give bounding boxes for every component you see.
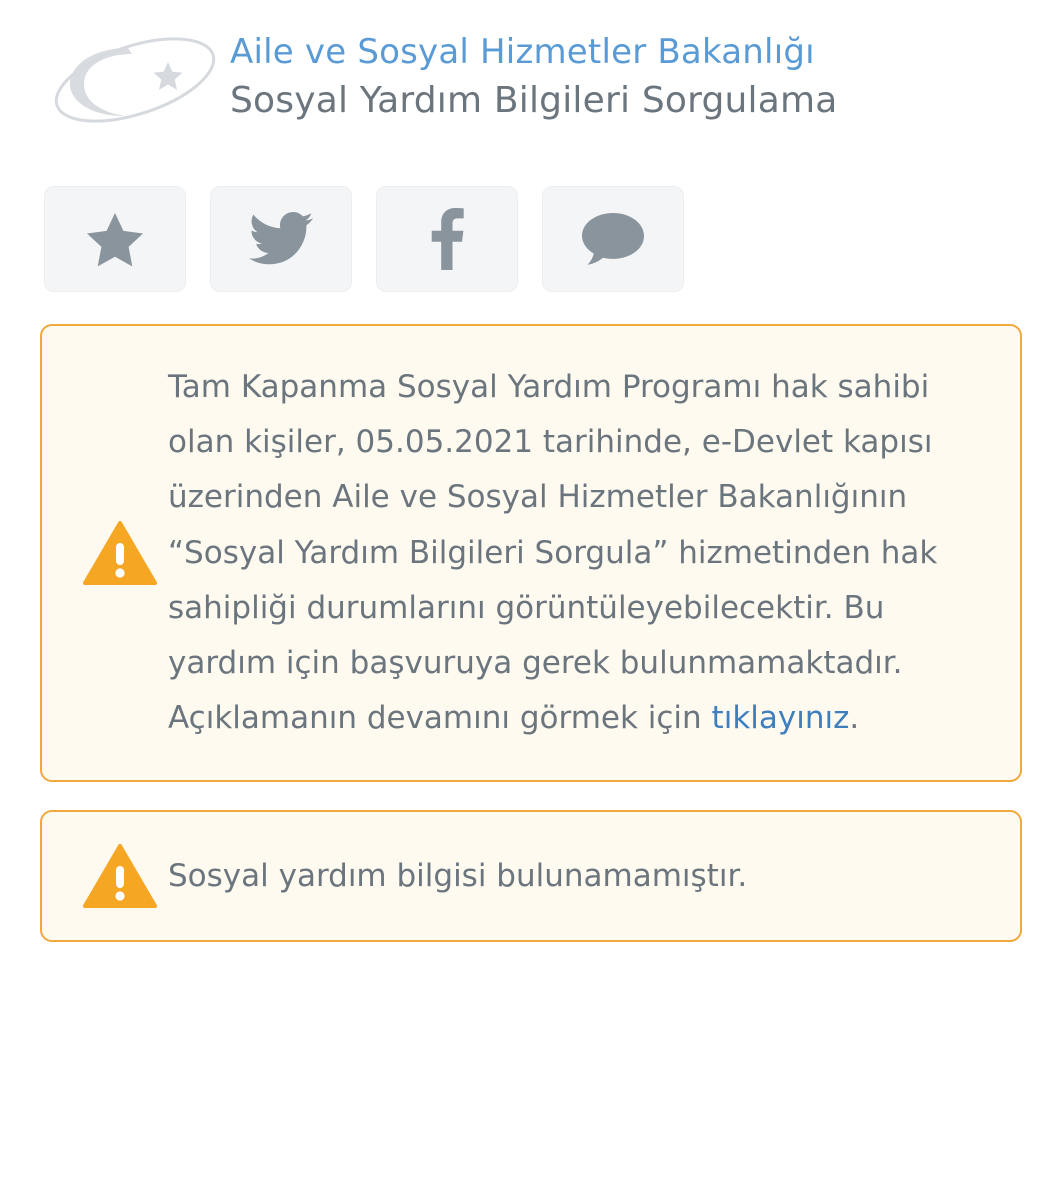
info-alert-text-part1: Tam Kapanma Sosyal Yardım Programı hak sahibi olan kişiler, 05.05.2021 tarihinde, e-Devlet kapısı üzerinden Aile ve Sosyal Hizmetler Bakanlığının “Sosyal Yardım Bilgileri Sorgula” hizmetinden hak sahipliği durumlarını görüntüleyebilecektir. Bu yardım için başvuruya gerek bulunmamaktadır. Açıklamanın devamını görmek için <box>168 369 938 737</box>
facebook-f-icon <box>430 208 464 270</box>
star-icon <box>86 211 144 267</box>
warning-triangle-icon <box>72 519 168 587</box>
twitter-share-button[interactable] <box>210 186 352 292</box>
header-titles <box>230 31 838 124</box>
favorite-button[interactable] <box>44 186 186 292</box>
details-link[interactable]: tıklayınız <box>711 700 850 737</box>
comment-button[interactable] <box>542 186 684 292</box>
speech-bubble-icon <box>582 213 644 265</box>
facebook-share-button[interactable] <box>376 186 518 292</box>
agency-name: Aile ve Sosyal Hizmetler Bakanlığı <box>230 32 815 73</box>
turkish-flag-crescent-star-emblem <box>40 18 230 138</box>
alerts-container <box>40 324 1022 942</box>
action-buttons-bar <box>44 156 1018 324</box>
warning-triangle-icon <box>72 842 168 910</box>
info-alert-box <box>40 324 1022 782</box>
info-alert-text <box>168 360 986 746</box>
result-alert-box <box>40 810 1022 942</box>
info-alert-text-part2: . <box>849 700 860 737</box>
page-title: Sosyal Yardım Bilgileri Sorgulama <box>230 79 838 121</box>
twitter-bird-icon <box>249 212 313 266</box>
page-header <box>40 0 1022 156</box>
result-alert-text: Sosyal yardım bilgisi bulunamamıştır. <box>168 857 748 894</box>
